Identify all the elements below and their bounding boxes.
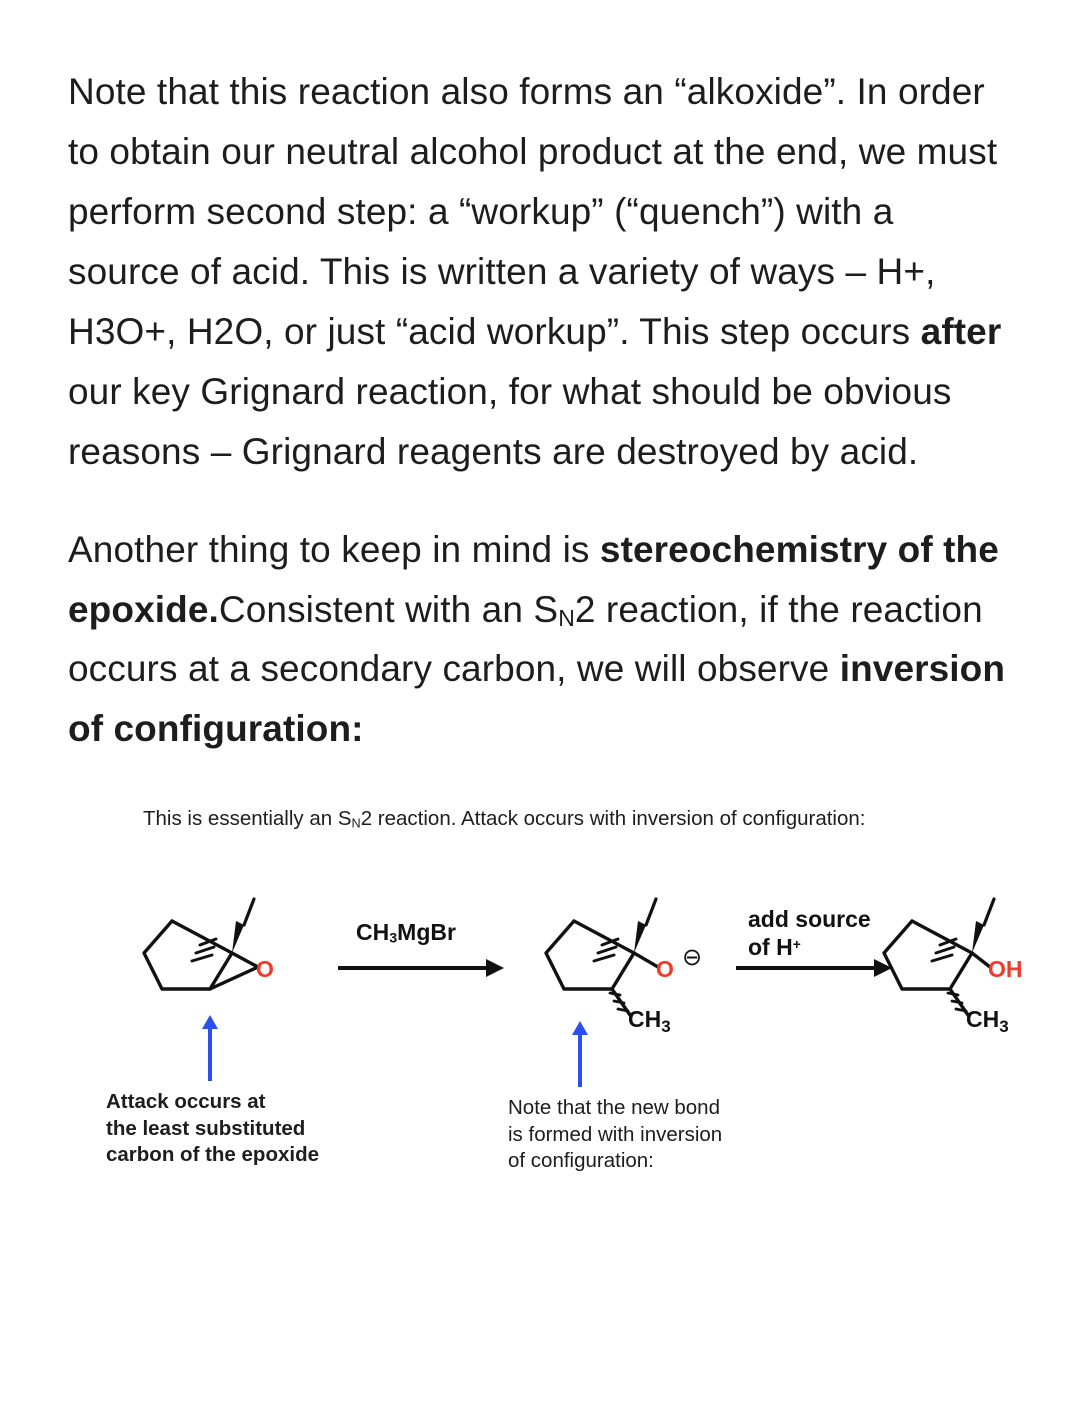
p1-seg-1: Note that this reaction also forms an “alkoxide”. In order to obtain our neutral alcohol product at the end, we must perform second step: a “workup” (“quench”) with a source of acid. This is written a variety of ways – H+, H3O+, H2O, or just “acid workup”. This step occurs — [68, 71, 998, 352]
note-inversion-line-1: Note that the new bond — [508, 1096, 720, 1120]
reagent-acid-line-2: of H+ — [748, 934, 801, 961]
p2-emphasis-epoxide: stereochemistry of the epoxide. — [68, 528, 999, 630]
p2-seg-3: Consistent with an S — [218, 588, 559, 630]
molecule-alcohol-product — [868, 869, 1058, 1039]
note-inversion-line-3: of configuration: — [508, 1148, 654, 1172]
p2-sn2-subscript: N — [558, 604, 575, 631]
reaction-scheme-figure — [68, 807, 1023, 1172]
p2-emphasis-inversion: inversion of configuration: — [68, 648, 1006, 750]
article-body — [68, 62, 1010, 759]
label-alkoxide-charge: ⊖ — [682, 944, 703, 972]
p2-seg-1: Another thing to keep in mind is — [68, 528, 600, 570]
molecule-alkoxide — [530, 869, 720, 1039]
note-attack-line-1: Attack occurs at — [106, 1090, 266, 1114]
reagent-grignard: $CH_3MgBr$ — [356, 919, 456, 947]
label-product-hydroxyl: OH — [988, 956, 1023, 983]
annotation-arrow-left — [198, 1013, 222, 1088]
annotation-arrow-middle — [568, 1019, 592, 1094]
note-inversion-line-2: is formed with inversion — [508, 1122, 723, 1146]
reaction-scheme — [68, 847, 1023, 1172]
note-attack-line-2: the least substituted — [106, 1116, 306, 1140]
note-attack-site — [106, 1089, 319, 1168]
reagent-acid-line-1: add source — [748, 906, 871, 933]
reagent-acid-source — [748, 905, 871, 961]
note-attack-line-3: carbon of the epoxide — [106, 1142, 319, 1166]
p2-seg-5: 2 reaction, if the reaction occurs at a secondary carbon, we will observe — [68, 588, 983, 690]
caption-sn2-subscript: N — [351, 815, 361, 831]
paragraph-stereochemistry — [68, 520, 1010, 760]
paragraph-alkoxide-workup — [68, 62, 1010, 482]
caption-part-2: 2 reaction. Attack occurs with inversion of configuration: — [360, 807, 866, 831]
reaction-arrow-1 — [336, 957, 506, 984]
note-inversion — [508, 1095, 722, 1174]
label-product-methyl: $CH_3$ — [966, 1006, 1009, 1037]
label-alkoxide-methyl: $CH_3$ — [628, 1006, 671, 1037]
figure-caption — [143, 807, 866, 831]
p1-emphasis-after: after — [920, 310, 1002, 352]
caption-part-1: This is essentially an S — [143, 807, 352, 831]
p1-seg-3: our key Grignard reaction, for what should be obvious reasons – Grignard reagents are destroyed by acid. — [68, 370, 952, 472]
molecule-epoxide — [128, 869, 318, 1039]
label-alkoxide-oxygen: O — [656, 956, 674, 983]
label-epoxide-oxygen: O — [256, 956, 274, 983]
